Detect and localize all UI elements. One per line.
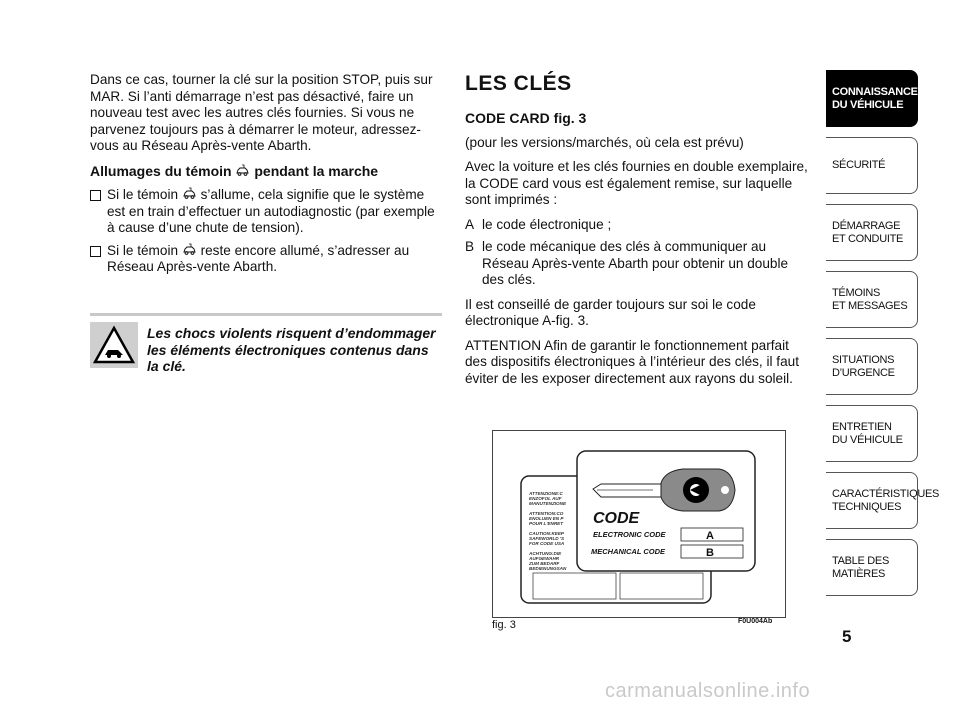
- list-item: [465, 217, 810, 234]
- figure-label: fig. 3: [492, 619, 516, 631]
- list-text: le code électronique ;: [482, 216, 612, 232]
- lamp-heading: [90, 163, 440, 180]
- tab-temoins-et-messages[interactable]: [826, 271, 918, 328]
- checkbox-bullet-icon: [90, 190, 101, 201]
- back-line: MANUTENZIONE: [529, 501, 567, 506]
- tab-label: CONNAISSANCE: [832, 85, 918, 98]
- back-line: BEDIENUNGSAN: [529, 566, 567, 571]
- page-number: 5: [842, 627, 852, 646]
- back-line: ATTENTION:CO: [529, 511, 564, 516]
- mechanical-code-label: MECHANICAL CODE: [591, 547, 666, 556]
- back-line: POUR L'ENRET: [529, 521, 564, 526]
- tab-securite[interactable]: [826, 137, 918, 194]
- car-key-lamp-icon: [235, 164, 250, 178]
- tab-label: TÉMOINS: [832, 286, 881, 299]
- tab-label: TECHNIQUES: [832, 500, 902, 513]
- section-title: LES CLÉS: [465, 72, 572, 95]
- tab-label: MATIÈRES: [832, 567, 886, 580]
- back-line: FOR CODE USA: [529, 541, 565, 546]
- subsection-note: (pour les versions/marchés, où cela est prévu): [465, 134, 744, 150]
- tab-label: DU VÉHICULE: [832, 433, 903, 446]
- car-key-lamp-icon: [182, 187, 197, 201]
- back-line: ACHTUNG:DIE: [529, 551, 562, 556]
- chapter-tabs: [826, 70, 940, 606]
- subsection-title: CODE CARD fig. 3: [465, 110, 587, 126]
- tab-demarrage-et-conduite[interactable]: [826, 204, 918, 261]
- tab-label: D’URGENCE: [832, 366, 895, 379]
- tab-caracteristiques-techniques[interactable]: [826, 472, 940, 529]
- tab-label: SITUATIONS: [832, 353, 895, 366]
- tab-connaissance-du-vehicule[interactable]: [826, 70, 918, 127]
- tab-situations-d-urgence[interactable]: [826, 338, 918, 395]
- tab-label: DU VÉHICULE: [832, 98, 904, 111]
- electronic-code-value: A: [706, 530, 714, 542]
- code-card-figure: [492, 430, 786, 618]
- right-column: [465, 72, 810, 395]
- bullet1-post: s’allume, cela signifie que le système est en train d’effectuer un autodiagnostic (par exemple à cause d’une chute de tension).: [107, 187, 435, 235]
- bullet1-pre: Si le témoin: [107, 187, 179, 202]
- figure-code: F0U004Ab: [738, 618, 773, 625]
- tab-label: CARACTÉRISTIQUES: [832, 487, 940, 500]
- back-line: SAFEWORLD 'S: [529, 536, 565, 541]
- back-line: AUFGEWAHR: [529, 556, 560, 561]
- card-title: CODE: [593, 510, 640, 527]
- paragraph: Avec la voiture et les clés fournies en double exemplaire, la CODE card vous est également remise, sur laquelle sont imprimés :: [465, 159, 808, 207]
- back-line: ZUM BEDARF: [529, 561, 560, 566]
- paragraph: ATTENTION Afin de garantir le fonctionnement parfait des dispositifs électroniques à l’intérieur des clés, il faut éviter de les exposer directement aux rayons du soleil.: [465, 337, 799, 386]
- warning-separator: [90, 313, 442, 316]
- tab-label: ET CONDUITE: [832, 232, 904, 245]
- paragraph: Il est conseillé de garder toujours sur soi le code électronique A-fig. 3.: [465, 296, 756, 328]
- warning-triangle-icon: [90, 322, 138, 368]
- list-letter: B: [465, 239, 475, 254]
- list-letter: A: [465, 216, 475, 232]
- watermark: carmanualsonline.info: [605, 680, 811, 702]
- tab-entretien-du-vehicule[interactable]: [826, 405, 918, 462]
- lamp-heading-post: pendant la marche: [254, 162, 379, 179]
- list-text: le code mécanique des clés à communiquer au Réseau Après-vente Abarth pour obtenir un double des clés.: [482, 239, 789, 287]
- tab-label: ENTRETIEN: [832, 420, 892, 433]
- warning-text: Les chocs violents risquent d’endommager les éléments électroniques contenus dans la clé.: [147, 325, 436, 374]
- tab-label: SÉCURITÉ: [832, 159, 886, 171]
- tab-label: ET MESSAGES: [832, 299, 908, 312]
- tab-label: TABLE DES: [832, 554, 890, 567]
- mechanical-code-value: B: [706, 547, 714, 559]
- back-line: ATTENZIONE:C: [529, 491, 563, 496]
- warning-box: [90, 322, 440, 372]
- bullet2-pre: Si le témoin: [107, 242, 179, 258]
- back-line: ENZOFOL AUF: [529, 496, 562, 501]
- checkbox-bullet-icon: [90, 246, 101, 257]
- lamp-heading-pre: Allumages du témoin: [90, 162, 232, 179]
- bullet2-post: reste encore allumé, s’adresser au Réseau Après-vente Abarth.: [107, 242, 410, 274]
- intro-paragraph: Dans ce cas, tourner la clé sur la position STOP, puis sur MAR. Si l’anti démarrage n’est pas désactivé, faire un nouveau test avec les autres clés fournies. Si vous ne parvenez toujours pas à démarrer le moteur, adressez-vous au Réseau Après-vente Abarth.: [90, 72, 433, 153]
- left-column: [90, 72, 440, 282]
- tab-table-des-matieres[interactable]: [826, 539, 918, 596]
- bullet-item: [90, 187, 440, 237]
- electronic-code-label: ELECTRONIC CODE: [593, 530, 666, 539]
- tab-label: DÉMARRAGE: [832, 219, 901, 232]
- back-line: ENOLUEN EN P: [529, 516, 564, 521]
- list-item: [465, 239, 810, 289]
- bullet-item: [90, 243, 440, 276]
- car-key-lamp-icon: [182, 243, 197, 257]
- code-card-illustration: [493, 431, 785, 617]
- back-line: CAUTION:KEEP: [529, 531, 564, 536]
